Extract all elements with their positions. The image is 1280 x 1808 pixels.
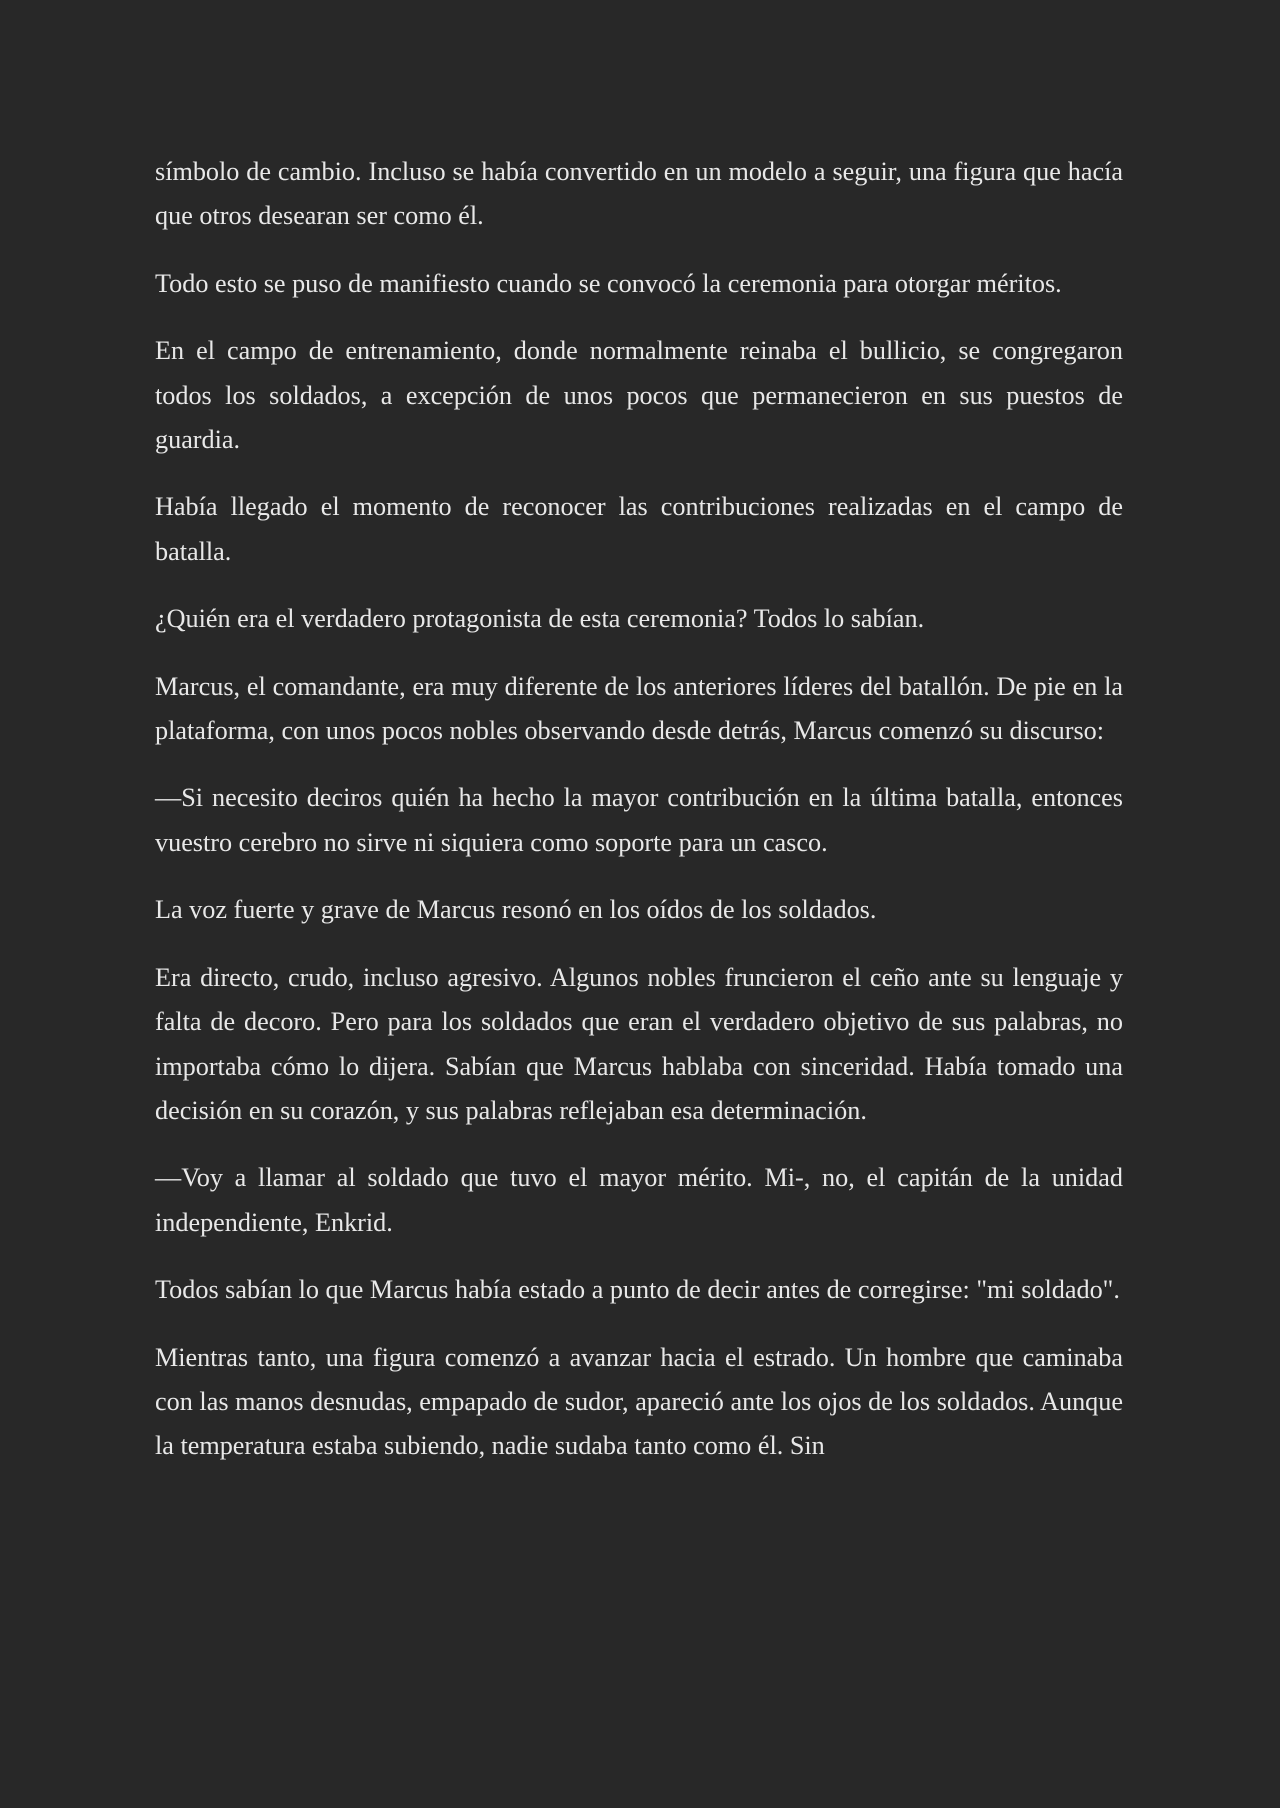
paragraph: símbolo de cambio. Incluso se había convertido en un modelo a seguir, una figura que hacía que otros desearan ser como él. — [155, 157, 1123, 231]
paragraph: —Si necesito deciros quién ha hecho la mayor contribución en la última batalla, entonces vuestro cerebro no sirve ni siquiera como soporte para un casco. — [155, 783, 1123, 857]
reader-page[interactable] — [155, 150, 1123, 1492]
paragraph: Había llegado el momento de reconocer las contribuciones realizadas en el campo de batalla. — [155, 492, 1123, 566]
paragraph: Era directo, crudo, incluso agresivo. Algunos nobles fruncieron el ceño ante su lenguaje y falta de decoro. Pero para los soldados que eran el verdadero objetivo de sus palabras, no importaba cómo lo dijera. Sabían que Marcus hablaba con sinceridad. Había tomado una decisión en su corazón, y sus palabras reflejaban esa determinación. — [155, 962, 1123, 1125]
paragraph: Mientras tanto, una figura comenzó a avanzar hacia el estrado. Un hombre que caminaba con las manos desnudas, empapado de sudor, apareció ante los ojos de los soldados. Aunque la temperatura estaba subiendo, nadie sudaba tanto como él. Sin — [155, 1342, 1123, 1461]
paragraph: —Voy a llamar al soldado que tuvo el mayor mérito. Mi-, no, el capitán de la unidad independiente, Enkrid. — [155, 1163, 1123, 1237]
paragraph: Todo esto se puso de manifiesto cuando se convocó la ceremonia para otorgar méritos. — [155, 268, 1062, 298]
paragraph: Todos sabían lo que Marcus había estado a punto de decir antes de corregirse: "mi soldado". — [155, 1275, 1120, 1305]
paragraph: En el campo de entrenamiento, donde normalmente reinaba el bullicio, se congregaron todos los soldados, a excepción de unos pocos que permanecieron en sus puestos de guardia. — [155, 336, 1123, 455]
paragraph: ¿Quién era el verdadero protagonista de esta ceremonia? Todos lo sabían. — [155, 604, 925, 634]
paragraph: La voz fuerte y grave de Marcus resonó en los oídos de los soldados. — [155, 895, 877, 925]
paragraph: Marcus, el comandante, era muy diferente de los anteriores líderes del batallón. De pie en la plataforma, con unos pocos nobles observando desde detrás, Marcus comenzó su discurso: — [155, 671, 1123, 746]
